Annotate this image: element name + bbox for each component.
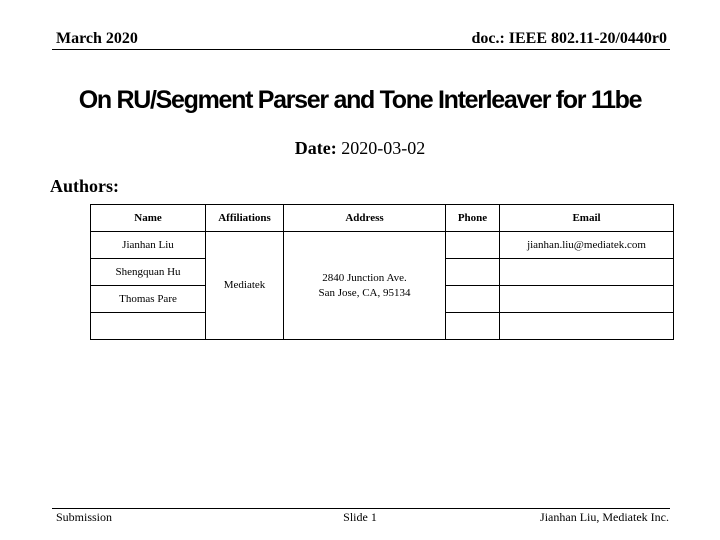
date-line [0, 138, 720, 159]
address-line-1: 2840 Junction Ave. [322, 271, 407, 284]
author-name: Jianhan Liu [91, 232, 206, 259]
header-affiliations: Affiliations [206, 205, 284, 232]
author-email [500, 313, 674, 340]
author-address [284, 232, 446, 340]
header-date: March 2020 [56, 30, 138, 47]
author-email [500, 286, 674, 313]
author-phone [446, 232, 500, 259]
author-phone [446, 313, 500, 340]
header-address: Address [284, 205, 446, 232]
footer-author: Jianhan Liu, Mediatek Inc. [540, 510, 669, 524]
header-name: Name [91, 205, 206, 232]
author-phone [446, 286, 500, 313]
author-name [91, 313, 206, 340]
table-header-row [91, 205, 674, 232]
header-phone: Phone [446, 205, 500, 232]
author-email: jianhan.liu@mediatek.com [500, 232, 674, 259]
author-name: Thomas Pare [91, 286, 206, 313]
footer-divider [52, 508, 670, 509]
address-line-2: San Jose, CA, 95134 [318, 286, 411, 299]
authors-table [90, 204, 674, 340]
footer-slide-number: Slide 1 [343, 510, 377, 524]
author-email [500, 259, 674, 286]
table-row [91, 232, 674, 259]
author-affiliation: Mediatek [206, 232, 284, 340]
authors-label: Authors: [50, 176, 120, 196]
date-label: Date: [294, 138, 337, 158]
header-doc-id: doc.: IEEE 802.11-20/0440r0 [471, 30, 667, 47]
header-email: Email [500, 205, 674, 232]
date-value: 2020-03-02 [341, 138, 426, 158]
slide-title: On RU/Segment Parser and Tone Interleaver for 11be [78, 86, 642, 114]
author-phone [446, 259, 500, 286]
footer-submission: Submission [56, 510, 113, 524]
header-divider [52, 49, 670, 50]
author-name: Shengquan Hu [91, 259, 206, 286]
